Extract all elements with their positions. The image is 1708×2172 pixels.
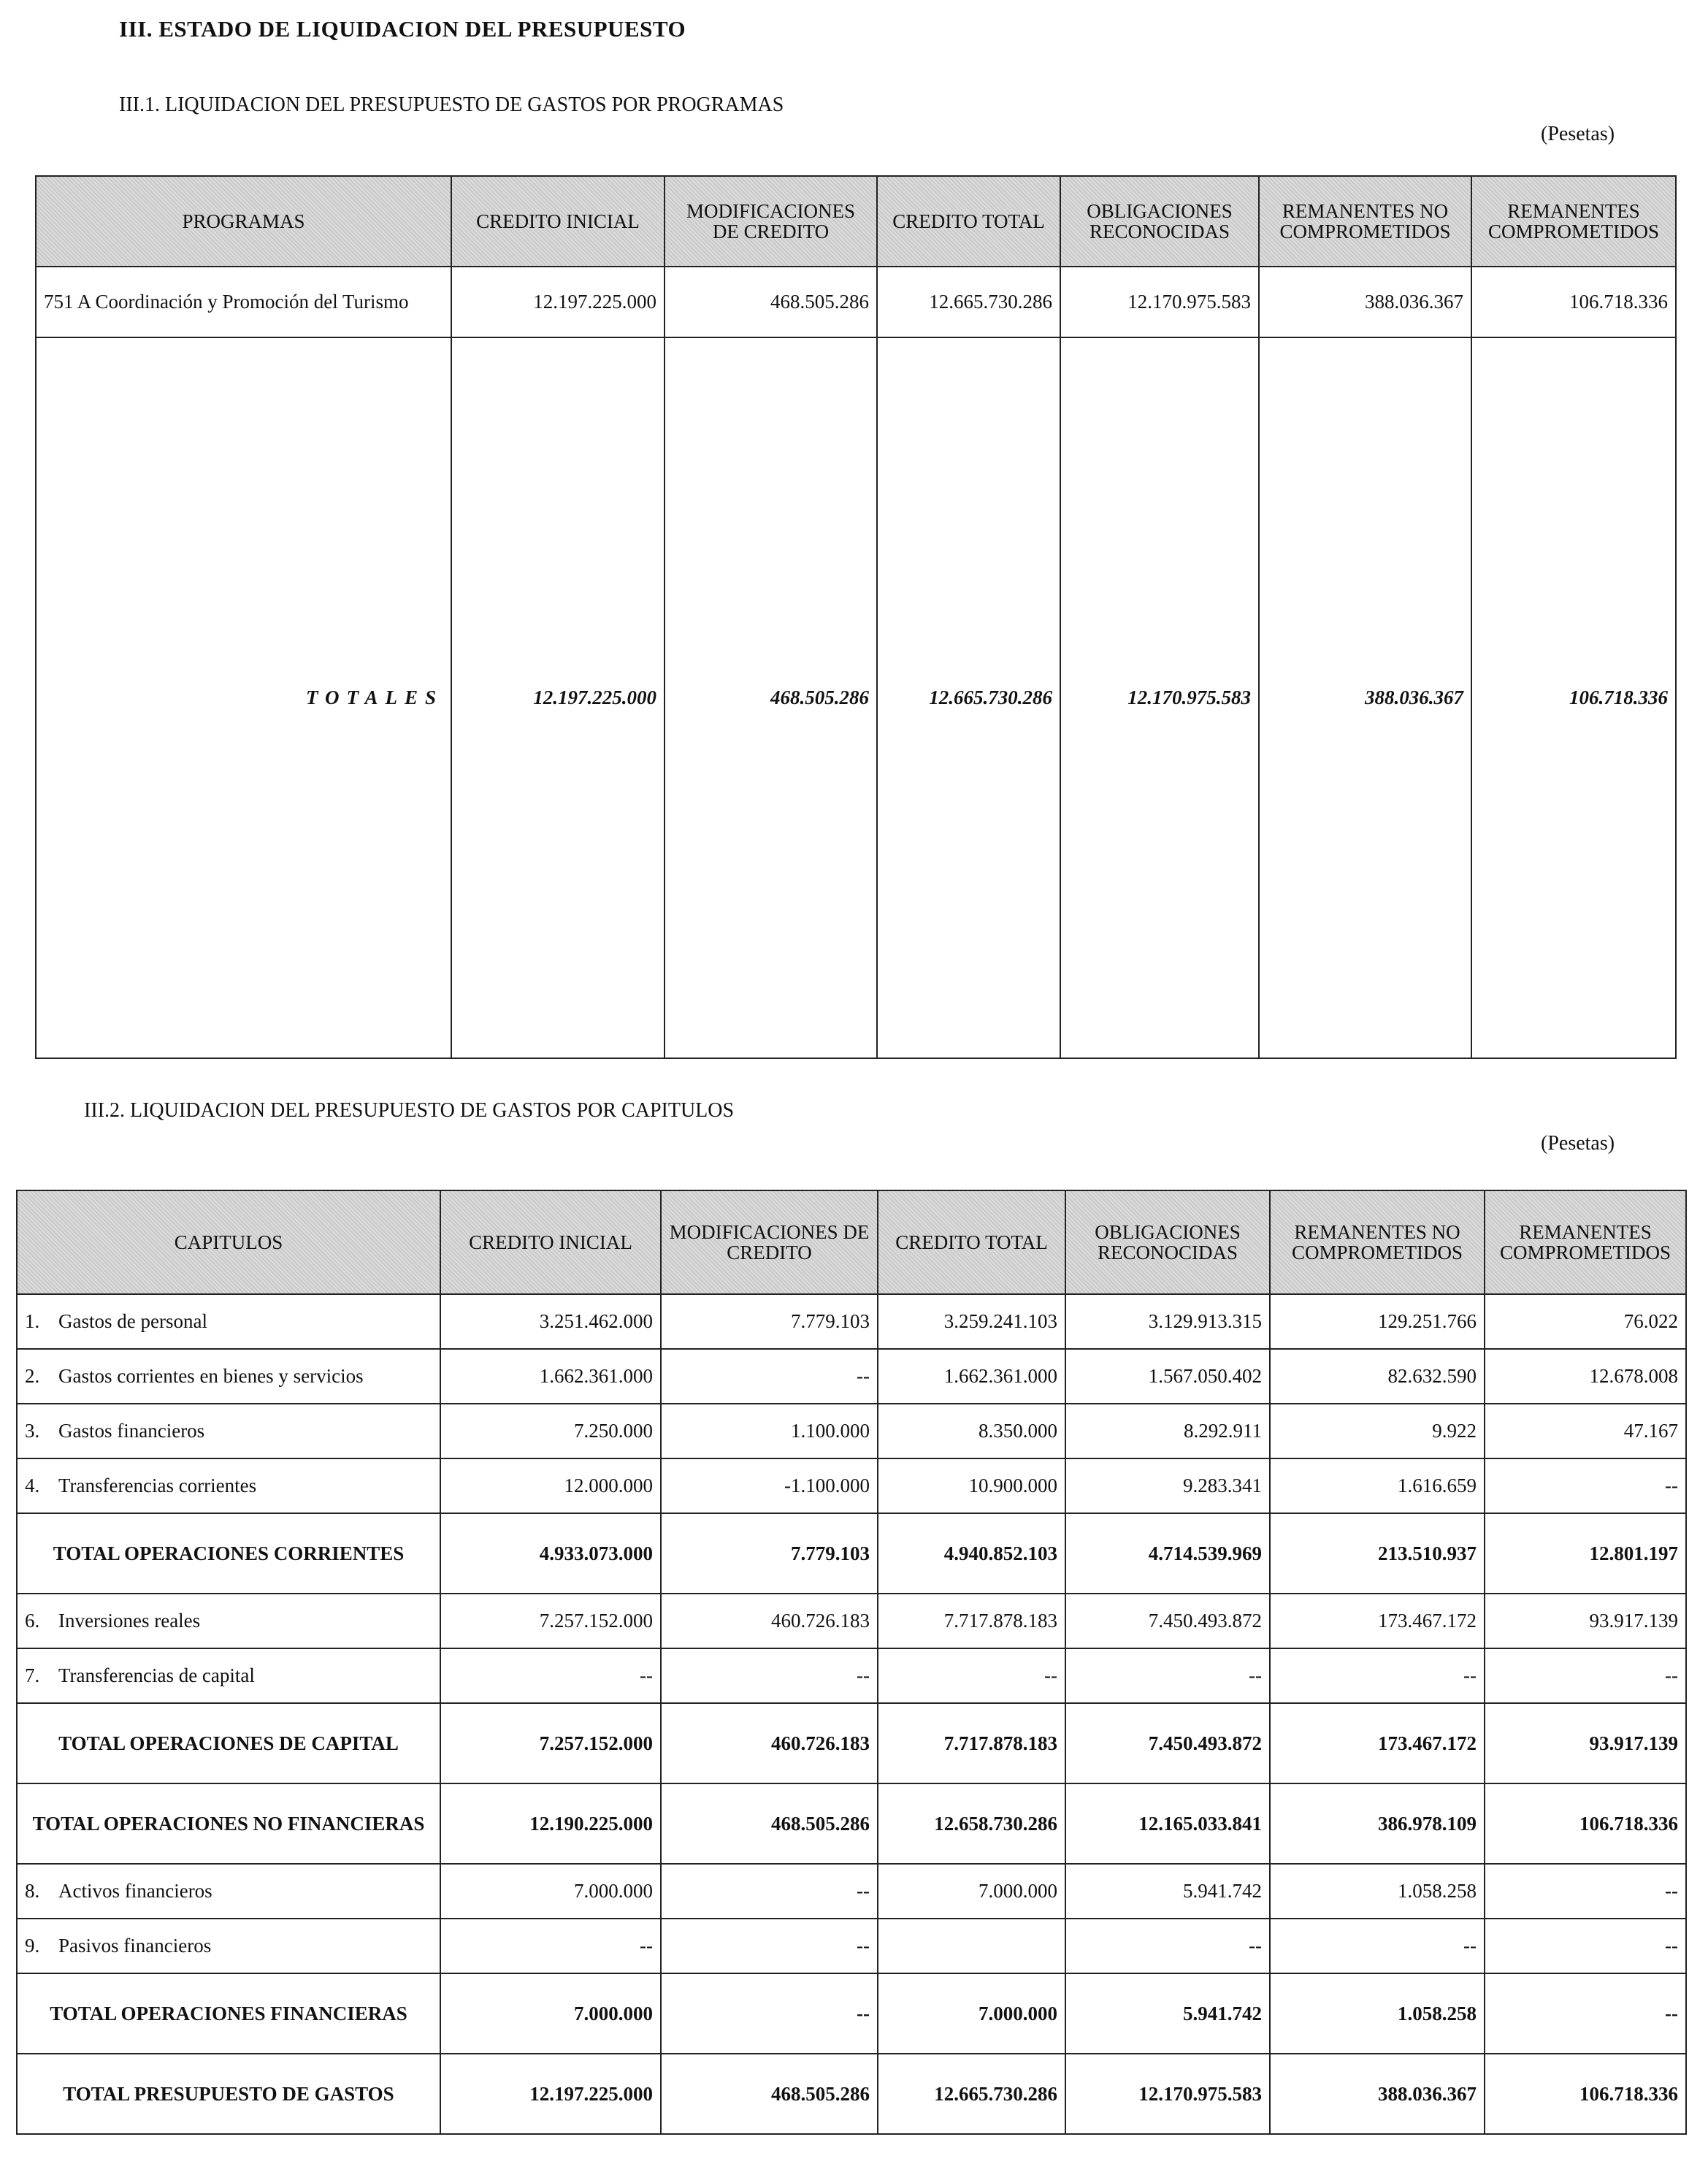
cell-value: 1.662.361.000 [440, 1349, 661, 1404]
cell-value: 7.257.152.000 [440, 1703, 661, 1783]
column-header: CREDITO TOTAL [877, 176, 1060, 267]
chapter-number: 4. [25, 1475, 40, 1496]
section-heading-programas: III.1. LIQUIDACION DEL PRESUPUESTO DE GASTOS POR PROGRAMAS [119, 93, 784, 116]
chapter-label [17, 1458, 440, 1513]
chapter-text: Gastos financieros [58, 1420, 205, 1442]
cell-value: 4.940.852.103 [878, 1513, 1065, 1594]
chapter-number: 9. [25, 1935, 40, 1957]
cell-value: 7.779.103 [661, 1513, 878, 1594]
unit-label: (Pesetas) [1541, 123, 1615, 145]
cell-value: 12.165.033.841 [1065, 1783, 1270, 1864]
cell-value: 93.917.139 [1485, 1703, 1686, 1783]
cell-value: 1.100.000 [661, 1404, 878, 1458]
totals-row [36, 337, 1676, 1058]
chapter-text: Gastos corrientes en bienes y servicios [58, 1365, 364, 1387]
cell-value: -- [440, 1919, 661, 1973]
cell-value: 12.801.197 [1485, 1513, 1686, 1594]
table-row [17, 1404, 1686, 1458]
cell-value: 8.350.000 [878, 1404, 1065, 1458]
cell-value: 1.616.659 [1270, 1458, 1485, 1513]
column-header: REMANENTES COMPROMETIDOS [1485, 1190, 1686, 1294]
column-header: REMANENTES NO COMPROMETIDOS [1259, 176, 1471, 267]
cell-value: 3.259.241.103 [878, 1294, 1065, 1349]
capitulos-table [16, 1190, 1687, 2135]
cell-value: -1.100.000 [661, 1458, 878, 1513]
cell-value: 12.170.975.583 [1060, 267, 1259, 337]
column-header: MODIFICACIONES DE CREDITO [665, 176, 877, 267]
cell-value: 12.197.225.000 [451, 337, 665, 1058]
program-label: 751 A Coordinación y Promoción del Turismo [36, 267, 451, 337]
total-label [17, 1973, 440, 2054]
cell-value: -- [1065, 1919, 1270, 1973]
chapter-label [17, 1294, 440, 1349]
cell-value: 7.257.152.000 [440, 1594, 661, 1648]
table-row [17, 1919, 1686, 1973]
total-row [17, 1783, 1686, 1864]
cell-value: -- [661, 1973, 878, 2054]
cell-value: 106.718.336 [1485, 1783, 1686, 1864]
total-label [17, 1513, 440, 1594]
cell-value: 12.197.225.000 [440, 2054, 661, 2134]
cell-value: 76.022 [1485, 1294, 1686, 1349]
cell-value: 12.197.225.000 [451, 267, 665, 337]
chapter-text: TOTAL OPERACIONES DE CAPITAL [58, 1732, 399, 1754]
cell-value: 468.505.286 [665, 267, 877, 337]
cell-value: -- [1485, 1973, 1686, 2054]
chapter-label [17, 1594, 440, 1648]
cell-value: 468.505.286 [661, 1783, 878, 1864]
unit-label: (Pesetas) [1541, 1132, 1615, 1155]
cell-value: 4.933.073.000 [440, 1513, 661, 1594]
cell-value: -- [661, 1349, 878, 1404]
cell-value: 10.900.000 [878, 1458, 1065, 1513]
cell-value: 1.567.050.402 [1065, 1349, 1270, 1404]
chapter-number: 8. [25, 1880, 40, 1902]
chapter-number: 2. [25, 1365, 40, 1387]
cell-value: 129.251.766 [1270, 1294, 1485, 1349]
cell-value: 7.450.493.872 [1065, 1703, 1270, 1783]
cell-value: 106.718.336 [1471, 337, 1676, 1058]
column-header: OBLIGACIONES RECONOCIDAS [1065, 1190, 1270, 1294]
cell-value: 388.036.367 [1259, 267, 1471, 337]
table-row [36, 267, 1676, 337]
cell-value: -- [661, 1864, 878, 1919]
programas-table [35, 175, 1677, 1059]
total-row [17, 1703, 1686, 1783]
cell-value: 47.167 [1485, 1404, 1686, 1458]
cell-value: -- [440, 1648, 661, 1703]
cell-value: -- [1270, 1648, 1485, 1703]
table-row [17, 1349, 1686, 1404]
table-row [17, 1458, 1686, 1513]
cell-value: 7.000.000 [440, 1973, 661, 2054]
column-header: REMANENTES COMPROMETIDOS [1471, 176, 1676, 267]
cell-value: 7.250.000 [440, 1404, 661, 1458]
column-header: CAPITULOS [17, 1190, 440, 1294]
chapter-text: TOTAL PRESUPUESTO DE GASTOS [63, 2082, 394, 2105]
column-header: CREDITO INICIAL [451, 176, 665, 267]
chapter-number: 3. [25, 1420, 40, 1442]
chapter-text: Activos financieros [58, 1880, 212, 1902]
cell-value: 12.658.730.286 [878, 1783, 1065, 1864]
table-row [17, 1294, 1686, 1349]
cell-value: 388.036.367 [1270, 2054, 1485, 2134]
chapter-text: TOTAL OPERACIONES FINANCIERAS [50, 2002, 407, 2024]
cell-value: -- [1065, 1648, 1270, 1703]
column-header: CREDITO TOTAL [878, 1190, 1065, 1294]
cell-value: -- [1270, 1919, 1485, 1973]
cell-value: 12.665.730.286 [878, 2054, 1065, 2134]
cell-value: 1.058.258 [1270, 1864, 1485, 1919]
cell-value: 12.665.730.286 [877, 337, 1060, 1058]
cell-value: 7.717.878.183 [878, 1703, 1065, 1783]
cell-value: -- [1485, 1648, 1686, 1703]
cell-value: 12.170.975.583 [1065, 2054, 1270, 2134]
total-row [17, 2054, 1686, 2134]
chapter-number: 6. [25, 1610, 40, 1632]
column-header: CREDITO INICIAL [440, 1190, 661, 1294]
cell-value: 12.190.225.000 [440, 1783, 661, 1864]
table-header-row [17, 1190, 1686, 1294]
chapter-text: TOTAL OPERACIONES NO FINANCIERAS [32, 1812, 425, 1835]
column-header: PROGRAMAS [36, 176, 451, 267]
cell-value: 7.779.103 [661, 1294, 878, 1349]
cell-value: 9.283.341 [1065, 1458, 1270, 1513]
chapter-label [17, 1919, 440, 1973]
column-header: REMANENTES NO COMPROMETIDOS [1270, 1190, 1485, 1294]
cell-value: 7.717.878.183 [878, 1594, 1065, 1648]
cell-value: 468.505.286 [661, 2054, 878, 2134]
cell-value: 82.632.590 [1270, 1349, 1485, 1404]
cell-value: 5.941.742 [1065, 1973, 1270, 2054]
totals-label: TOTALES [36, 337, 451, 1058]
cell-value: 12.170.975.583 [1060, 337, 1259, 1058]
cell-value: 173.467.172 [1270, 1594, 1485, 1648]
cell-value: -- [1485, 1458, 1686, 1513]
chapter-text: Pasivos financieros [58, 1935, 212, 1957]
column-header: OBLIGACIONES RECONOCIDAS [1060, 176, 1259, 267]
cell-value: 4.714.539.969 [1065, 1513, 1270, 1594]
chapter-label [17, 1404, 440, 1458]
chapter-number: 1. [25, 1310, 40, 1332]
chapter-label [17, 1648, 440, 1703]
total-label [17, 1783, 440, 1864]
chapter-text: Gastos de personal [58, 1310, 207, 1332]
chapter-text: Transferencias corrientes [58, 1475, 257, 1496]
cell-value: 12.000.000 [440, 1458, 661, 1513]
cell-value: 106.718.336 [1485, 2054, 1686, 2134]
cell-value: 388.036.367 [1259, 337, 1471, 1058]
cell-value: 3.129.913.315 [1065, 1294, 1270, 1349]
cell-value: 468.505.286 [665, 337, 877, 1058]
chapter-number: 7. [25, 1664, 40, 1686]
cell-value: 9.922 [1270, 1404, 1485, 1458]
total-label [17, 1703, 440, 1783]
cell-value: 8.292.911 [1065, 1404, 1270, 1458]
cell-value: -- [878, 1648, 1065, 1703]
cell-value: 386.978.109 [1270, 1783, 1485, 1864]
total-label [17, 2054, 440, 2134]
capitulos-body [17, 1294, 1686, 2134]
chapter-text: Inversiones reales [58, 1610, 201, 1632]
cell-value: -- [1485, 1919, 1686, 1973]
cell-value: 1.662.361.000 [878, 1349, 1065, 1404]
cell-value [878, 1919, 1065, 1973]
cell-value: 12.665.730.286 [877, 267, 1060, 337]
cell-value: 12.678.008 [1485, 1349, 1686, 1404]
cell-value: 7.450.493.872 [1065, 1594, 1270, 1648]
table-header-row [36, 176, 1676, 267]
cell-value: 7.000.000 [878, 1864, 1065, 1919]
cell-value: 5.941.742 [1065, 1864, 1270, 1919]
cell-value: 173.467.172 [1270, 1703, 1485, 1783]
cell-value: 3.251.462.000 [440, 1294, 661, 1349]
column-header: MODIFICACIONES DE CREDITO [661, 1190, 878, 1294]
cell-value: -- [661, 1648, 878, 1703]
cell-value: 460.726.183 [661, 1594, 878, 1648]
chapter-text: Transferencias de capital [58, 1664, 255, 1686]
cell-value: 7.000.000 [440, 1864, 661, 1919]
cell-value: 106.718.336 [1471, 267, 1676, 337]
chapter-text: TOTAL OPERACIONES CORRIENTES [53, 1542, 405, 1564]
cell-value: 213.510.937 [1270, 1513, 1485, 1594]
total-row [17, 1513, 1686, 1594]
cell-value: 93.917.139 [1485, 1594, 1686, 1648]
table-row [17, 1594, 1686, 1648]
chapter-label [17, 1349, 440, 1404]
section-heading-capitulos: III.2. LIQUIDACION DEL PRESUPUESTO DE GASTOS POR CAPITULOS [84, 1099, 735, 1122]
cell-value: 7.000.000 [878, 1973, 1065, 2054]
cell-value: 1.058.258 [1270, 1973, 1485, 2054]
cell-value: 460.726.183 [661, 1703, 878, 1783]
page-title: III. ESTADO DE LIQUIDACION DEL PRESUPUESTO [119, 16, 686, 42]
table-row [17, 1864, 1686, 1919]
total-row [17, 1973, 1686, 2054]
chapter-label [17, 1864, 440, 1919]
table-row [17, 1648, 1686, 1703]
cell-value: -- [1485, 1864, 1686, 1919]
cell-value: -- [661, 1919, 878, 1973]
